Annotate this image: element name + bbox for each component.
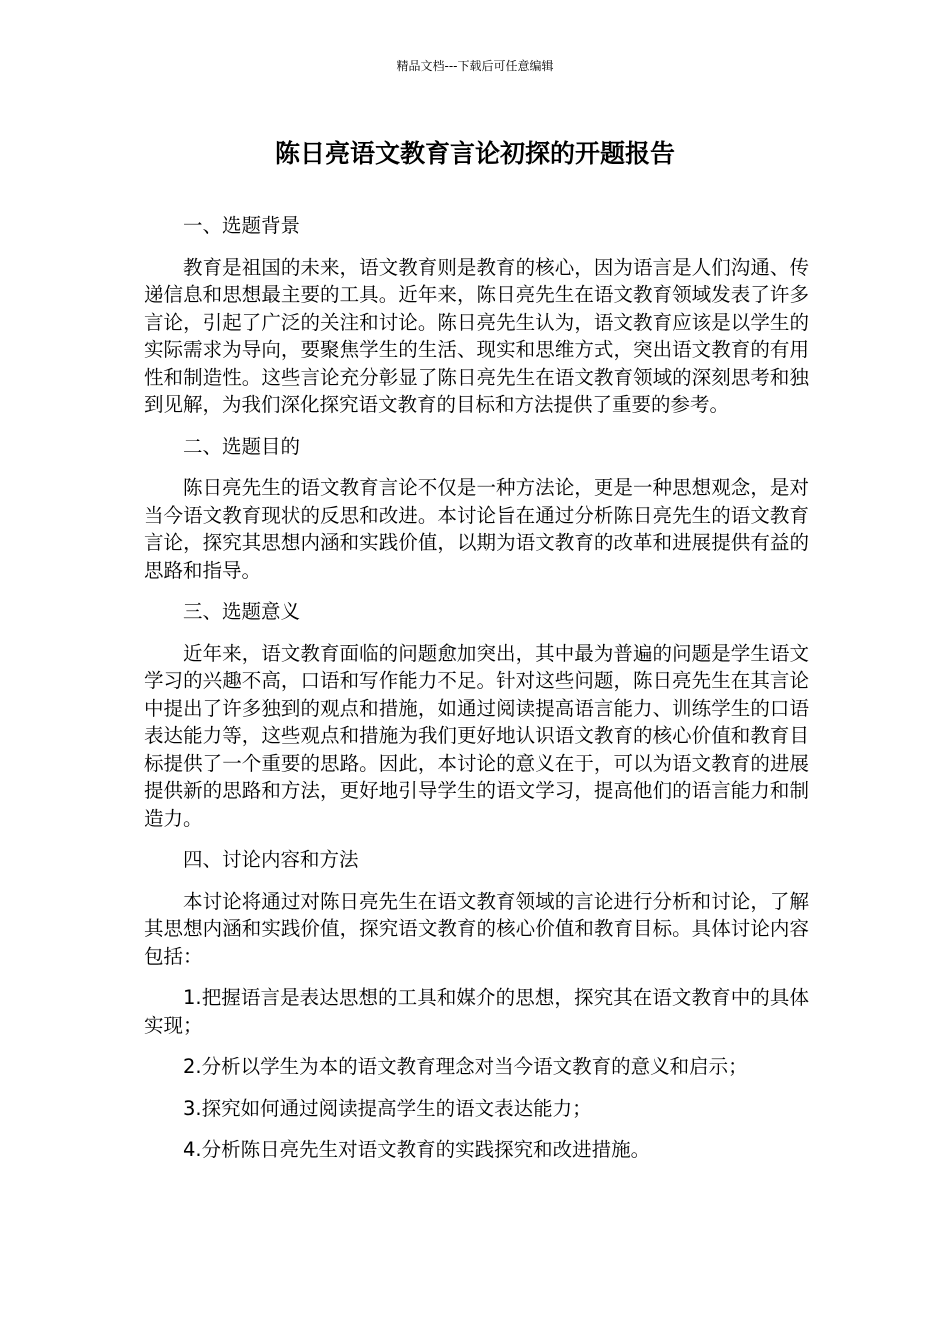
list-item: 3.探究如何通过阅读提高学生的语文表达能力； bbox=[183, 1096, 592, 1120]
section-heading: 四、讨论内容和方法 bbox=[183, 848, 359, 871]
section-paragraph: 本讨论将通过对陈日亮先生在语文教育领域的言论进行分析和讨论，了解其思想内涵和实践价值，探究语文教育的核心价值和教育目标。具体讨论内容包括： bbox=[144, 889, 809, 968]
section-paragraph: 陈日亮先生的语文教育言论不仅是一种方法论，更是一种思想观念，是对当今语文教育现状的反思和改进。本讨论旨在通过分析陈日亮先生的语文教育言论，探究其思想内涵和实践价值，以期为语文教育的改革和进展提供有益的思路和指导。 bbox=[144, 476, 809, 582]
document-title: 陈日亮语文教育言论初探的开题报告 bbox=[274, 139, 675, 168]
section-heading: 三、选题意义 bbox=[183, 600, 301, 623]
section-paragraph: 教育是祖国的未来，语文教育则是教育的核心，因为语言是人们沟通、传递信息和思想最主要的工具。近年来，陈日亮先生在语文教育领域发表了许多言论，引起了广泛的关注和讨论。陈日亮先生认为，语文教育应该是以学生的实际需求为导向，要聚焦学生的生活、现实和思维方式，突出语文教育的有用性和制造性。这些言论充分彰显了陈日亮先生在语文教育领域的深刻思考和独到见解，为我们深化探究语文教育的目标和方法提供了重要的参考。 bbox=[144, 255, 809, 416]
section-heading: 二、选题目的 bbox=[183, 434, 301, 458]
header-note: 精品文档---下载后可任意编辑 bbox=[396, 59, 554, 73]
list-item: 4.分析陈日亮先生对语文教育的实践探究和改进措施。 bbox=[183, 1138, 651, 1161]
document-body bbox=[144, 212, 809, 1178]
list-item: 1.把握语言是表达思想的工具和媒介的思想，探究其在语文教育中的具体实现； bbox=[144, 986, 809, 1037]
section-paragraph: 近年来，语文教育面临的问题愈加突出，其中最为普遍的问题是学生语文学习的兴趣不高，口语和写作能力不足。针对这些问题，陈日亮先生在其言论中提出了许多独到的观点和措施，如通过阅读提高语言能力、训练学生的口语表达能力等，这些观点和措施为我们更好地认识语文教育的核心价值和教育目标提供了一个重要的思路。因此，本讨论的意义在于，可以为语文教育的进展提供新的思路和方法，更好地引导学生的语文学习，提高他们的语言能力和制造力。 bbox=[144, 641, 809, 830]
list-item: 2.分析以学生为本的语文教育理念对当今语文教育的意义和启示； bbox=[183, 1055, 748, 1078]
section-heading: 一、选题背景 bbox=[183, 214, 301, 237]
